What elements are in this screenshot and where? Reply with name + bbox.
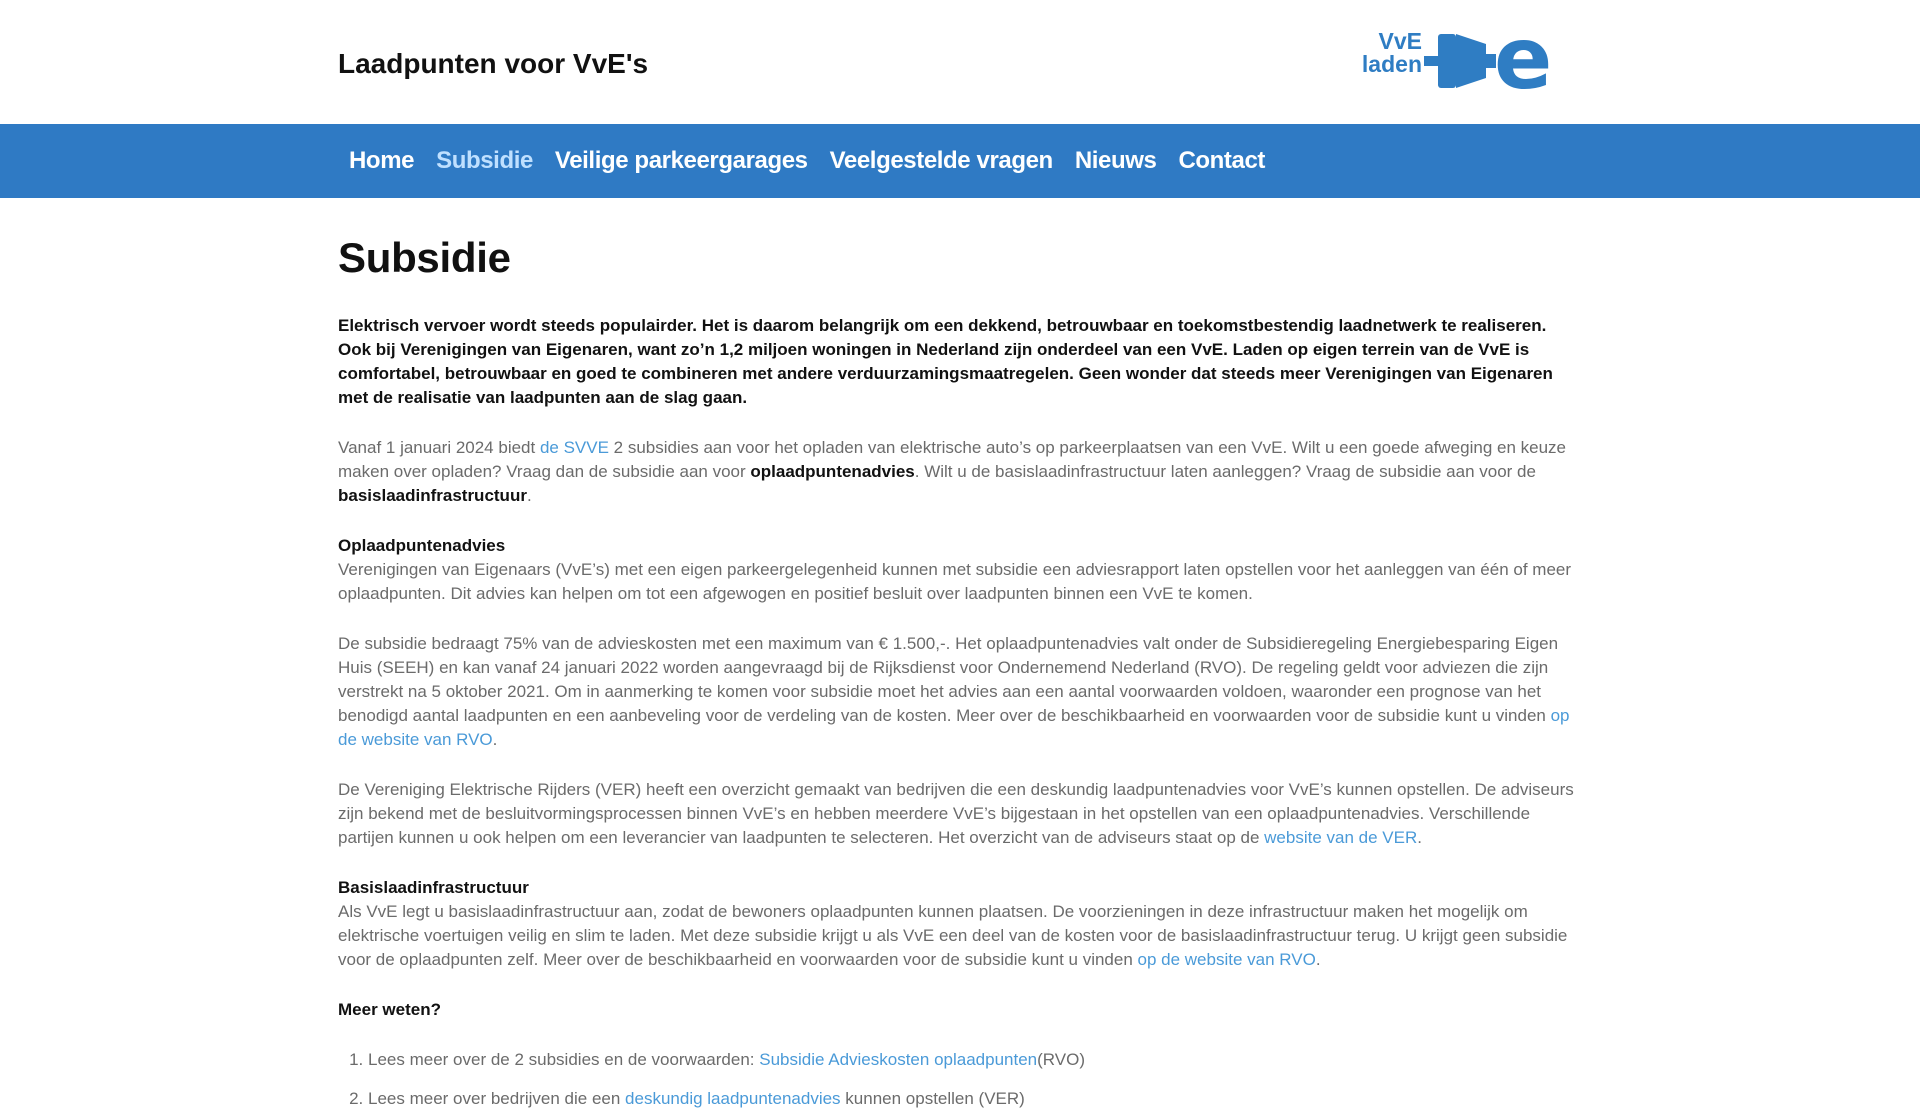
- main-content: [338, 198, 1584, 1111]
- text-fragment: kunnen opstellen (VER): [840, 1089, 1025, 1108]
- vve-laden-logo[interactable]: [1348, 26, 1586, 96]
- main-navigation: [0, 124, 1920, 198]
- intro-paragraph: Elektrisch vervoer wordt steeds populairder. Het is daarom belangrijk om een dekkend, betrouwbaar en toekomstbestendig laadnetwerk te realiseren. Ook bij Verenigingen van Eigenaren, want zo’n 1,2 miljoen woningen in Nederland zijn onderdeel van een VvE. Laden op eigen terrein van de VvE is comfortabel, betrouwbaar en goed te combineren met andere verduurzamingsmaatregelen. Geen wonder dat steeds meer Verenigingen van Eigenaren met de realisatie van laadpunten aan de slag gaan.: [338, 316, 1553, 407]
- nav-contact[interactable]: Contact: [1178, 147, 1265, 174]
- link-deskundig-advies[interactable]: deskundig laadpuntenadvies: [625, 1089, 841, 1108]
- paragraph-subsidies: [338, 436, 1584, 508]
- logo-letter: e: [1494, 26, 1553, 96]
- plug-e-icon: [1424, 26, 1586, 96]
- section-text: Verenigingen van Eigenaars (VvE’s) met een eigen parkeergelegenheid kunnen met subsidie een adviesrapport laten opstellen voor het aanleggen van één of meer oplaadpunten. Dit advies kan helpen om tot een afgewogen en positief besluit over laadpunten binnen een VvE te komen.: [338, 560, 1572, 603]
- logo-line-1: VvE: [1378, 28, 1422, 54]
- link-rvo-website[interactable]: op de website van RVO: [338, 706, 1570, 749]
- nav-subsidie[interactable]: Subsidie: [436, 147, 533, 174]
- text-fragment: .: [1417, 828, 1422, 847]
- site-title[interactable]: Laadpunten voor VvE's: [338, 48, 649, 79]
- more-info-title: [338, 998, 1584, 1022]
- site-header: [0, 0, 1920, 124]
- text-fragment: De Vereniging Elektrische Rijders (VER) heeft een overzicht gemaakt van bedrijven die een deskundig laadpuntenadvies voor VvE’s kunnen opstellen. De adviseurs zijn bekend met de besluitvormingsprocessen binnen VvE’s en hebben meerdere VvE’s bijgestaan in het opstellen van een oplaadpuntenadvies. Verschillende partijen kunnen u ook helpen om een leverancier van laadpunten te selecteren. Het overzicht van de adviseurs staat op de: [338, 780, 1574, 847]
- bold-basislaadinfrastructuur: basislaadinfrastructuur: [338, 486, 527, 505]
- section-title-meer-weten: Meer weten?: [338, 1000, 441, 1019]
- text-fragment: .: [492, 730, 498, 749]
- text-fragment: Vanaf 1 januari 2024 biedt: [338, 438, 540, 457]
- link-svve[interactable]: de SVVE: [539, 438, 609, 457]
- text-fragment: . Wilt u de basislaadinfrastructuur laten aanleggen? Vraag de subsidie aan voor de: [914, 462, 1536, 481]
- list-item: [368, 1087, 1584, 1111]
- text-fragment: Lees meer over bedrijven die een: [368, 1089, 626, 1108]
- logo-text: [1348, 30, 1422, 76]
- section-title-oplaadpuntenadvies: Oplaadpuntenadvies: [338, 536, 506, 555]
- section-basislaadinfrastructuur: [338, 876, 1584, 972]
- section-oplaadpuntenadvies: [338, 534, 1584, 606]
- link-rvo-website-2[interactable]: op de website van RVO: [1137, 950, 1316, 969]
- paragraph-ver: [338, 778, 1584, 850]
- text-fragment: .: [1315, 950, 1321, 969]
- nav-veelgestelde-vragen[interactable]: Veelgestelde vragen: [829, 147, 1053, 174]
- bold-oplaadpuntenadvies: oplaadpuntenadvies: [750, 462, 915, 481]
- page-title: Subsidie: [338, 234, 511, 281]
- link-ver-website[interactable]: website van de VER: [1264, 828, 1418, 847]
- text-fragment: Lees meer over de 2 subsidies en de voorwaarden:: [368, 1050, 760, 1069]
- paragraph-subsidie-bedrag: [338, 632, 1584, 752]
- text-fragment: De subsidie bedraagt 75% van de advieskosten met een maximum van € 1.500,-. Het oplaadpuntenadvies valt onder de Subsidieregeling Energiebesparing Eigen Huis (SEEH) en kan vanaf 24 januari 2022 worden aangevraagd bij de Rijksdienst voor Ondernemend Nederland (RVO). De regeling geldt voor adviezen die zijn verstrekt na 5 oktober 2021. Om in aanmerking te komen voor subsidie moet het advies aan een aantal voorwaarden voldoen, waaronder een prognose van het benodigd aantal laadpunten en een aanbeveling voor de verdeling van de kosten. Meer over de beschikbaarheid en voorwaarden voor de subsidie kunt u vinden: [338, 634, 1559, 725]
- text-fragment: .: [526, 486, 532, 505]
- link-subsidie-advieskosten[interactable]: Subsidie Advieskosten oplaadpunten: [759, 1050, 1038, 1069]
- section-title-basislaadinfrastructuur: Basislaadinfrastructuur: [338, 878, 529, 897]
- nav-nieuws[interactable]: Nieuws: [1074, 147, 1157, 174]
- nav-veilige-parkeergarages[interactable]: Veilige parkeergarages: [554, 147, 808, 174]
- list-item: [368, 1048, 1584, 1072]
- text-fragment: 2 subsidies aan voor het opladen van elektrische auto’s op parkeerplaatsen van een VvE. Wilt u een goede afweging en keuze maken over opladen? Vraag dan de subsidie aan voor: [338, 438, 1566, 481]
- text-fragment: (RVO): [1037, 1050, 1085, 1069]
- text-fragment: Als VvE legt u basislaadinfrastructuur aan, zodat de bewoners oplaadpunten kunnen plaatsen. De voorzieningen in deze infrastructuur maken het mogelijk om elektrische voertuigen veilig en slim te laden. Met deze subsidie krijgt u als VvE een deel van de kosten voor de basislaadinfrastructuur terug. U krijgt geen subsidie voor de oplaadpunten zelf. Meer over de beschikbaarheid en voorwaarden voor de subsidie kunt u vinden: [338, 902, 1568, 969]
- logo-line-2: laden: [1361, 51, 1422, 77]
- nav-home[interactable]: Home: [349, 147, 415, 174]
